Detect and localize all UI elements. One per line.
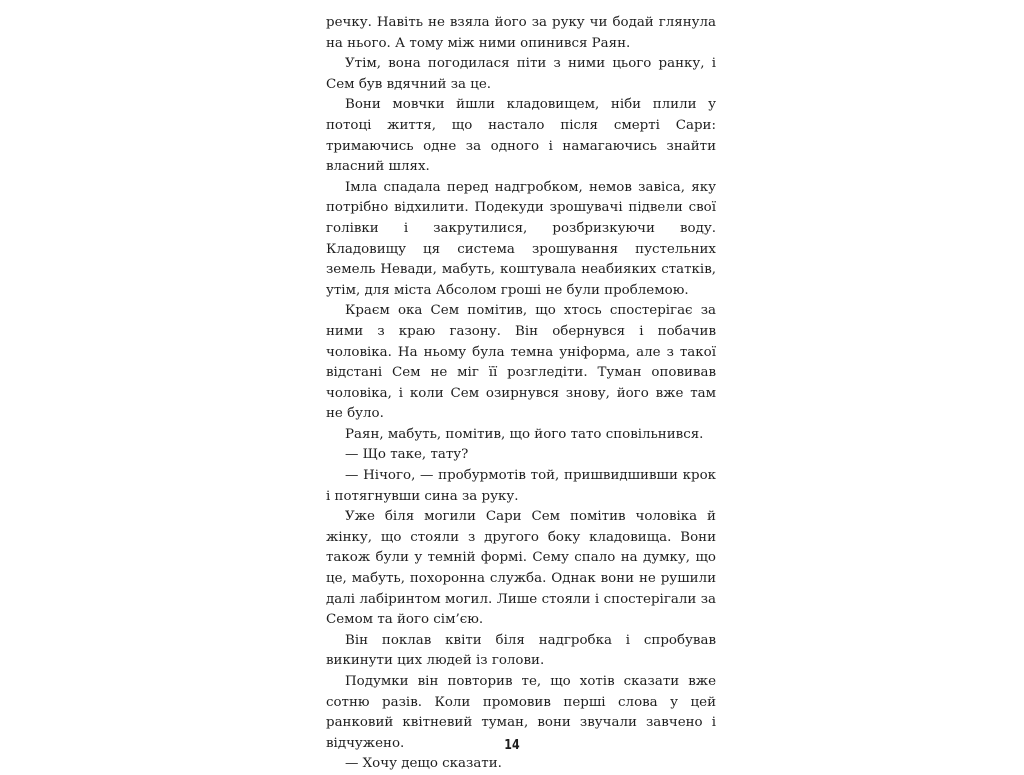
- paragraph: Уже біля могили Сари Сем помітив чоловіка й жінку, що стояли з другого боку кладовища. Вони також були у темній формі. Сему спало на думку, що це, мабуть, похоронна служба. Однак вони не рушили далі лабіринтом могил. Лише стояли і спостерігали за Семом та його сім’єю.: [326, 509, 716, 628]
- paragraph: Він поклав квіти біля надгробка і спробував викинути цих людей із голови.: [326, 632, 716, 669]
- paragraph: речку. Навіть не взяла його за руку чи бодай глянула на нього. А тому між ними опинився Раян.: [326, 15, 716, 51]
- page-body: [326, 13, 716, 775]
- paragraph: Подумки він повторив те, що хотів сказати вже сотню разів. Коли промовив перші слова у цей ранковий квітневий туман, вони звучали завчено і відчужено.: [326, 674, 716, 751]
- dialogue-line: — Хочу дещо сказати.: [345, 756, 502, 772]
- dialogue-line: — Нічого, — пробурмотів той, пришвидшивши крок і потягнувши сина за руку.: [326, 468, 716, 504]
- page-number: 14: [504, 738, 520, 753]
- dialogue-line: — Що таке, тату?: [345, 447, 469, 463]
- paragraph: Краєм ока Сем помітив, що хтось спостерігає за ними з краю газону. Він обернувся і побачив чоловіка. На ньому була темна уніформа, але з такої відстані Сем не міг її розгледіти. Туман оповивав чоловіка, і коли Сем озирнувся знову, його вже там не було.: [326, 303, 716, 422]
- paragraph: Імла спадала перед надгробком, немов завіса, яку потрібно відхилити. Подекуди зрошувачі підвели свої голівки і закрутилися, розбризкуючи воду. Кладовищу ця система зрошування пустельних земель Невади, мабуть, коштувала неабияких статків, утім, для міста Абсолом гроші не були проблемою.: [326, 179, 716, 298]
- paragraph: Вони мовчки йшли кладовищем, ніби плили у потоці життя, що настало після смерті Сари: тримаючись одне за одного і намагаючись знайти власний шлях.: [326, 97, 716, 175]
- paragraph: Утім, вона погодилася піти з ними цього ранку, і Сем був вдячний за це.: [326, 56, 716, 92]
- paragraph: Раян, мабуть, помітив, що його тато сповільнився.: [345, 426, 704, 442]
